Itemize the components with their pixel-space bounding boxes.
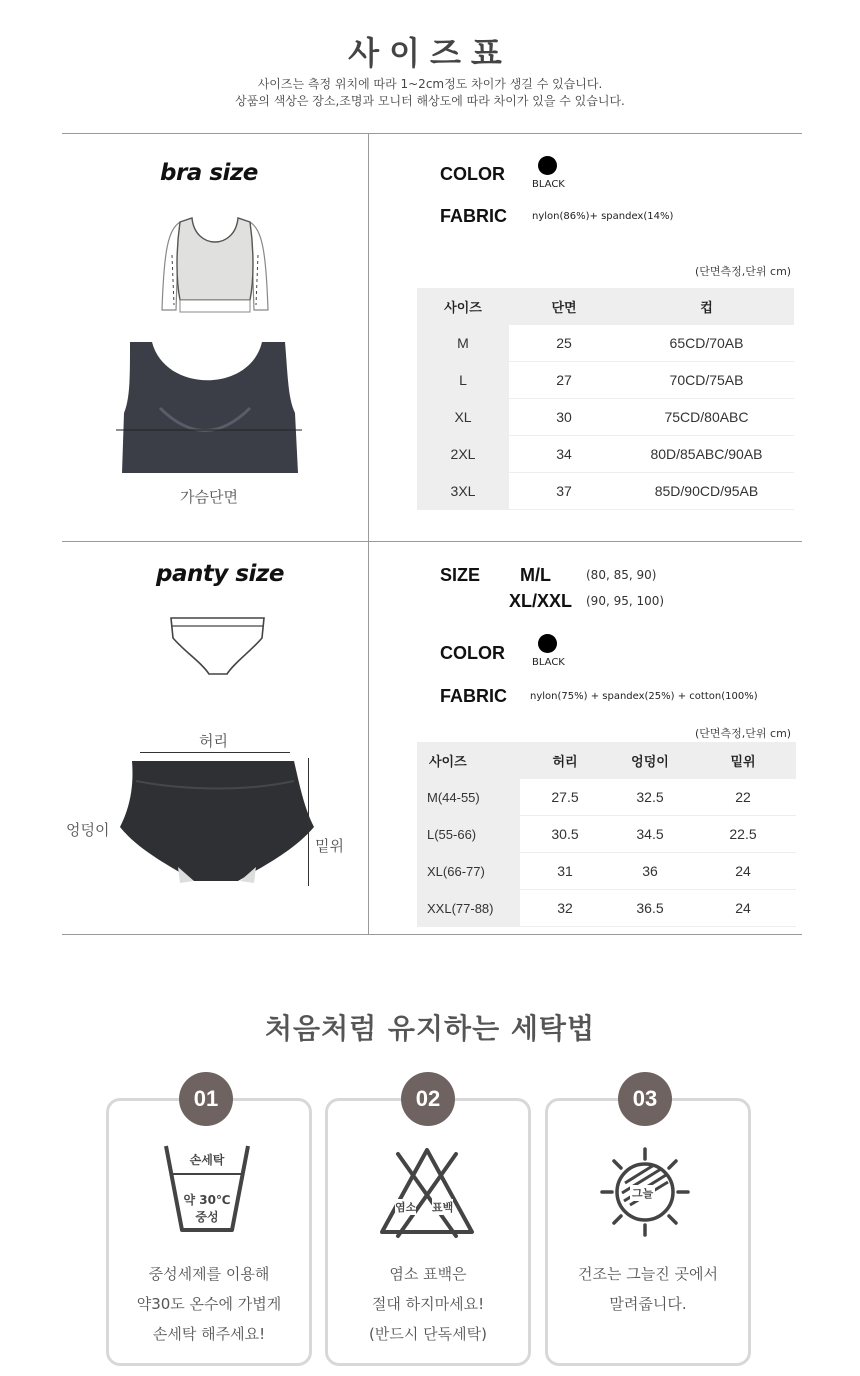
black-swatch — [538, 634, 557, 653]
value-cell: 30.5 — [520, 816, 610, 853]
care-line: 절대 하지마세요! — [371, 1295, 485, 1313]
value-cell: 36 — [610, 853, 690, 890]
panty-fabric-label: FABRIC — [440, 686, 507, 706]
table-header-row — [417, 288, 794, 325]
bra-fabric-label: FABRIC — [440, 206, 507, 226]
size-name-ml: M/L — [520, 565, 551, 585]
panty-color-name: BLACK — [532, 657, 565, 668]
table-row — [417, 853, 796, 890]
value-cell: 32 — [520, 890, 610, 927]
header-cell: 엉덩이 — [610, 742, 690, 779]
care-text — [109, 1259, 309, 1349]
header-cell: 허리 — [520, 742, 610, 779]
bra-body-illustration — [150, 210, 280, 318]
value-cell: 25 — [509, 325, 619, 362]
panty-fabric-value: nylon(75%) + spandex(25%) + cotton(100%) — [530, 691, 758, 702]
value-cell: 22 — [690, 779, 796, 816]
hip-caption: 엉덩이 — [66, 821, 110, 839]
waist-line — [140, 752, 290, 753]
care-title: 처음처럼 유지하는 세탁법 — [264, 1012, 596, 1045]
value-cell: 36.5 — [610, 890, 690, 927]
neutral-label: 중성 — [195, 1210, 219, 1224]
table-row — [417, 362, 794, 399]
table-row — [417, 779, 796, 816]
rise-caption: 밑위 — [315, 837, 344, 855]
care-line: (반드시 단독세탁) — [369, 1325, 487, 1343]
care-line: 손세탁 해주세요! — [152, 1325, 266, 1343]
size-cell: 3XL — [417, 473, 509, 510]
header-cell: 밑위 — [690, 742, 796, 779]
header-cell: 사이즈 — [417, 288, 509, 325]
bleach-label: 표백 — [432, 1201, 454, 1214]
header-cell: 사이즈 — [417, 742, 520, 779]
value-cell: 34.5 — [610, 816, 690, 853]
panty-size-table — [417, 742, 796, 927]
black-swatch — [538, 156, 557, 175]
value-cell: 24 — [690, 853, 796, 890]
value-cell: 30 — [509, 399, 619, 436]
step-number-badge: 02 — [401, 1072, 455, 1126]
temperature-label: 약 30℃ — [183, 1193, 231, 1207]
notice-line-2: 상품의 색상은 장소,조명과 모니터 해상도에 따라 차이가 있을 수 있습니다. — [235, 94, 625, 108]
size-cell: 2XL — [417, 436, 509, 473]
step-number-badge: 01 — [179, 1072, 233, 1126]
table-row — [417, 325, 794, 362]
value-cell: 80D/85ABC/90AB — [619, 436, 794, 473]
hand-wash-icon-label: 손세탁 — [189, 1153, 225, 1167]
care-line: 약30도 온수에 가볍게 — [136, 1295, 282, 1313]
value-cell: 31 — [520, 853, 610, 890]
value-cell: 27 — [509, 362, 619, 399]
size-name-xlxxl: XL/XXL — [509, 591, 573, 611]
care-text — [548, 1259, 748, 1319]
value-cell: 34 — [509, 436, 619, 473]
value-cell: 85D/90CD/95AB — [619, 473, 794, 510]
value-cell: 70CD/75AB — [619, 362, 794, 399]
care-text — [328, 1259, 528, 1349]
size-range-xlxxl: (90, 95, 100) — [586, 594, 665, 608]
shade-label: 그늘 — [632, 1187, 654, 1200]
size-cell: M(44-55) — [417, 779, 520, 816]
header-cell: 단면 — [509, 288, 619, 325]
size-cell: XL — [417, 399, 509, 436]
bra-size-title: bra size — [160, 160, 258, 186]
divider-vertical — [368, 133, 369, 934]
table-header-row — [417, 742, 796, 779]
bra-fabric-value: nylon(86%)+ spandex(14%) — [532, 211, 674, 222]
waist-caption: 허리 — [199, 732, 228, 750]
bra-size-table — [417, 288, 794, 510]
panty-illustration — [165, 612, 270, 678]
size-cell: M — [417, 325, 509, 362]
value-cell: 37 — [509, 473, 619, 510]
bra-color-name: BLACK — [532, 179, 565, 190]
value-cell: 24 — [690, 890, 796, 927]
size-cell: XL(66-77) — [417, 853, 520, 890]
table-row — [417, 816, 796, 853]
bra-photo — [110, 338, 310, 483]
size-range-ml: (80, 85, 90) — [586, 568, 657, 582]
bra-color-label: COLOR — [440, 164, 505, 184]
page-title: 사이즈표 — [348, 34, 512, 72]
care-line: 건조는 그늘진 곳에서 — [578, 1265, 718, 1283]
bra-unit-note: (단면측정,단위 cm) — [695, 265, 792, 278]
care-line: 염소 표백은 — [389, 1265, 467, 1283]
value-cell: 75CD/80ABC — [619, 399, 794, 436]
divider-top — [62, 133, 802, 134]
divider-middle — [62, 541, 802, 542]
care-line: 중성세제를 이용해 — [148, 1265, 270, 1283]
no-bleach-icon — [376, 1144, 478, 1240]
step-number-badge: 03 — [618, 1072, 672, 1126]
panty-size-label: SIZE — [440, 565, 481, 585]
header-cell: 컵 — [619, 288, 794, 325]
panty-color-label: COLOR — [440, 643, 505, 663]
size-cell: XXL(77-88) — [417, 890, 520, 927]
panty-unit-note: (단면측정,단위 cm) — [695, 727, 792, 740]
size-cell: L — [417, 362, 509, 399]
panty-photo — [118, 757, 318, 889]
value-cell: 32.5 — [610, 779, 690, 816]
value-cell: 22.5 — [690, 816, 796, 853]
chest-caption: 가슴단면 — [180, 488, 238, 506]
table-row — [417, 890, 796, 927]
rise-line — [308, 758, 309, 886]
table-row — [417, 436, 794, 473]
panty-size-title: panty size — [156, 561, 284, 587]
table-row — [417, 473, 794, 510]
table-row — [417, 399, 794, 436]
value-cell: 27.5 — [520, 779, 610, 816]
notice-line-1: 사이즈는 측정 위치에 따라 1~2cm정도 차이가 생길 수 있습니다. — [257, 77, 603, 91]
divider-bottom — [62, 934, 802, 935]
value-cell: 65CD/70AB — [619, 325, 794, 362]
chlorine-label: 염소 — [395, 1201, 417, 1214]
size-cell: L(55-66) — [417, 816, 520, 853]
care-line: 말려줍니다. — [609, 1295, 687, 1313]
